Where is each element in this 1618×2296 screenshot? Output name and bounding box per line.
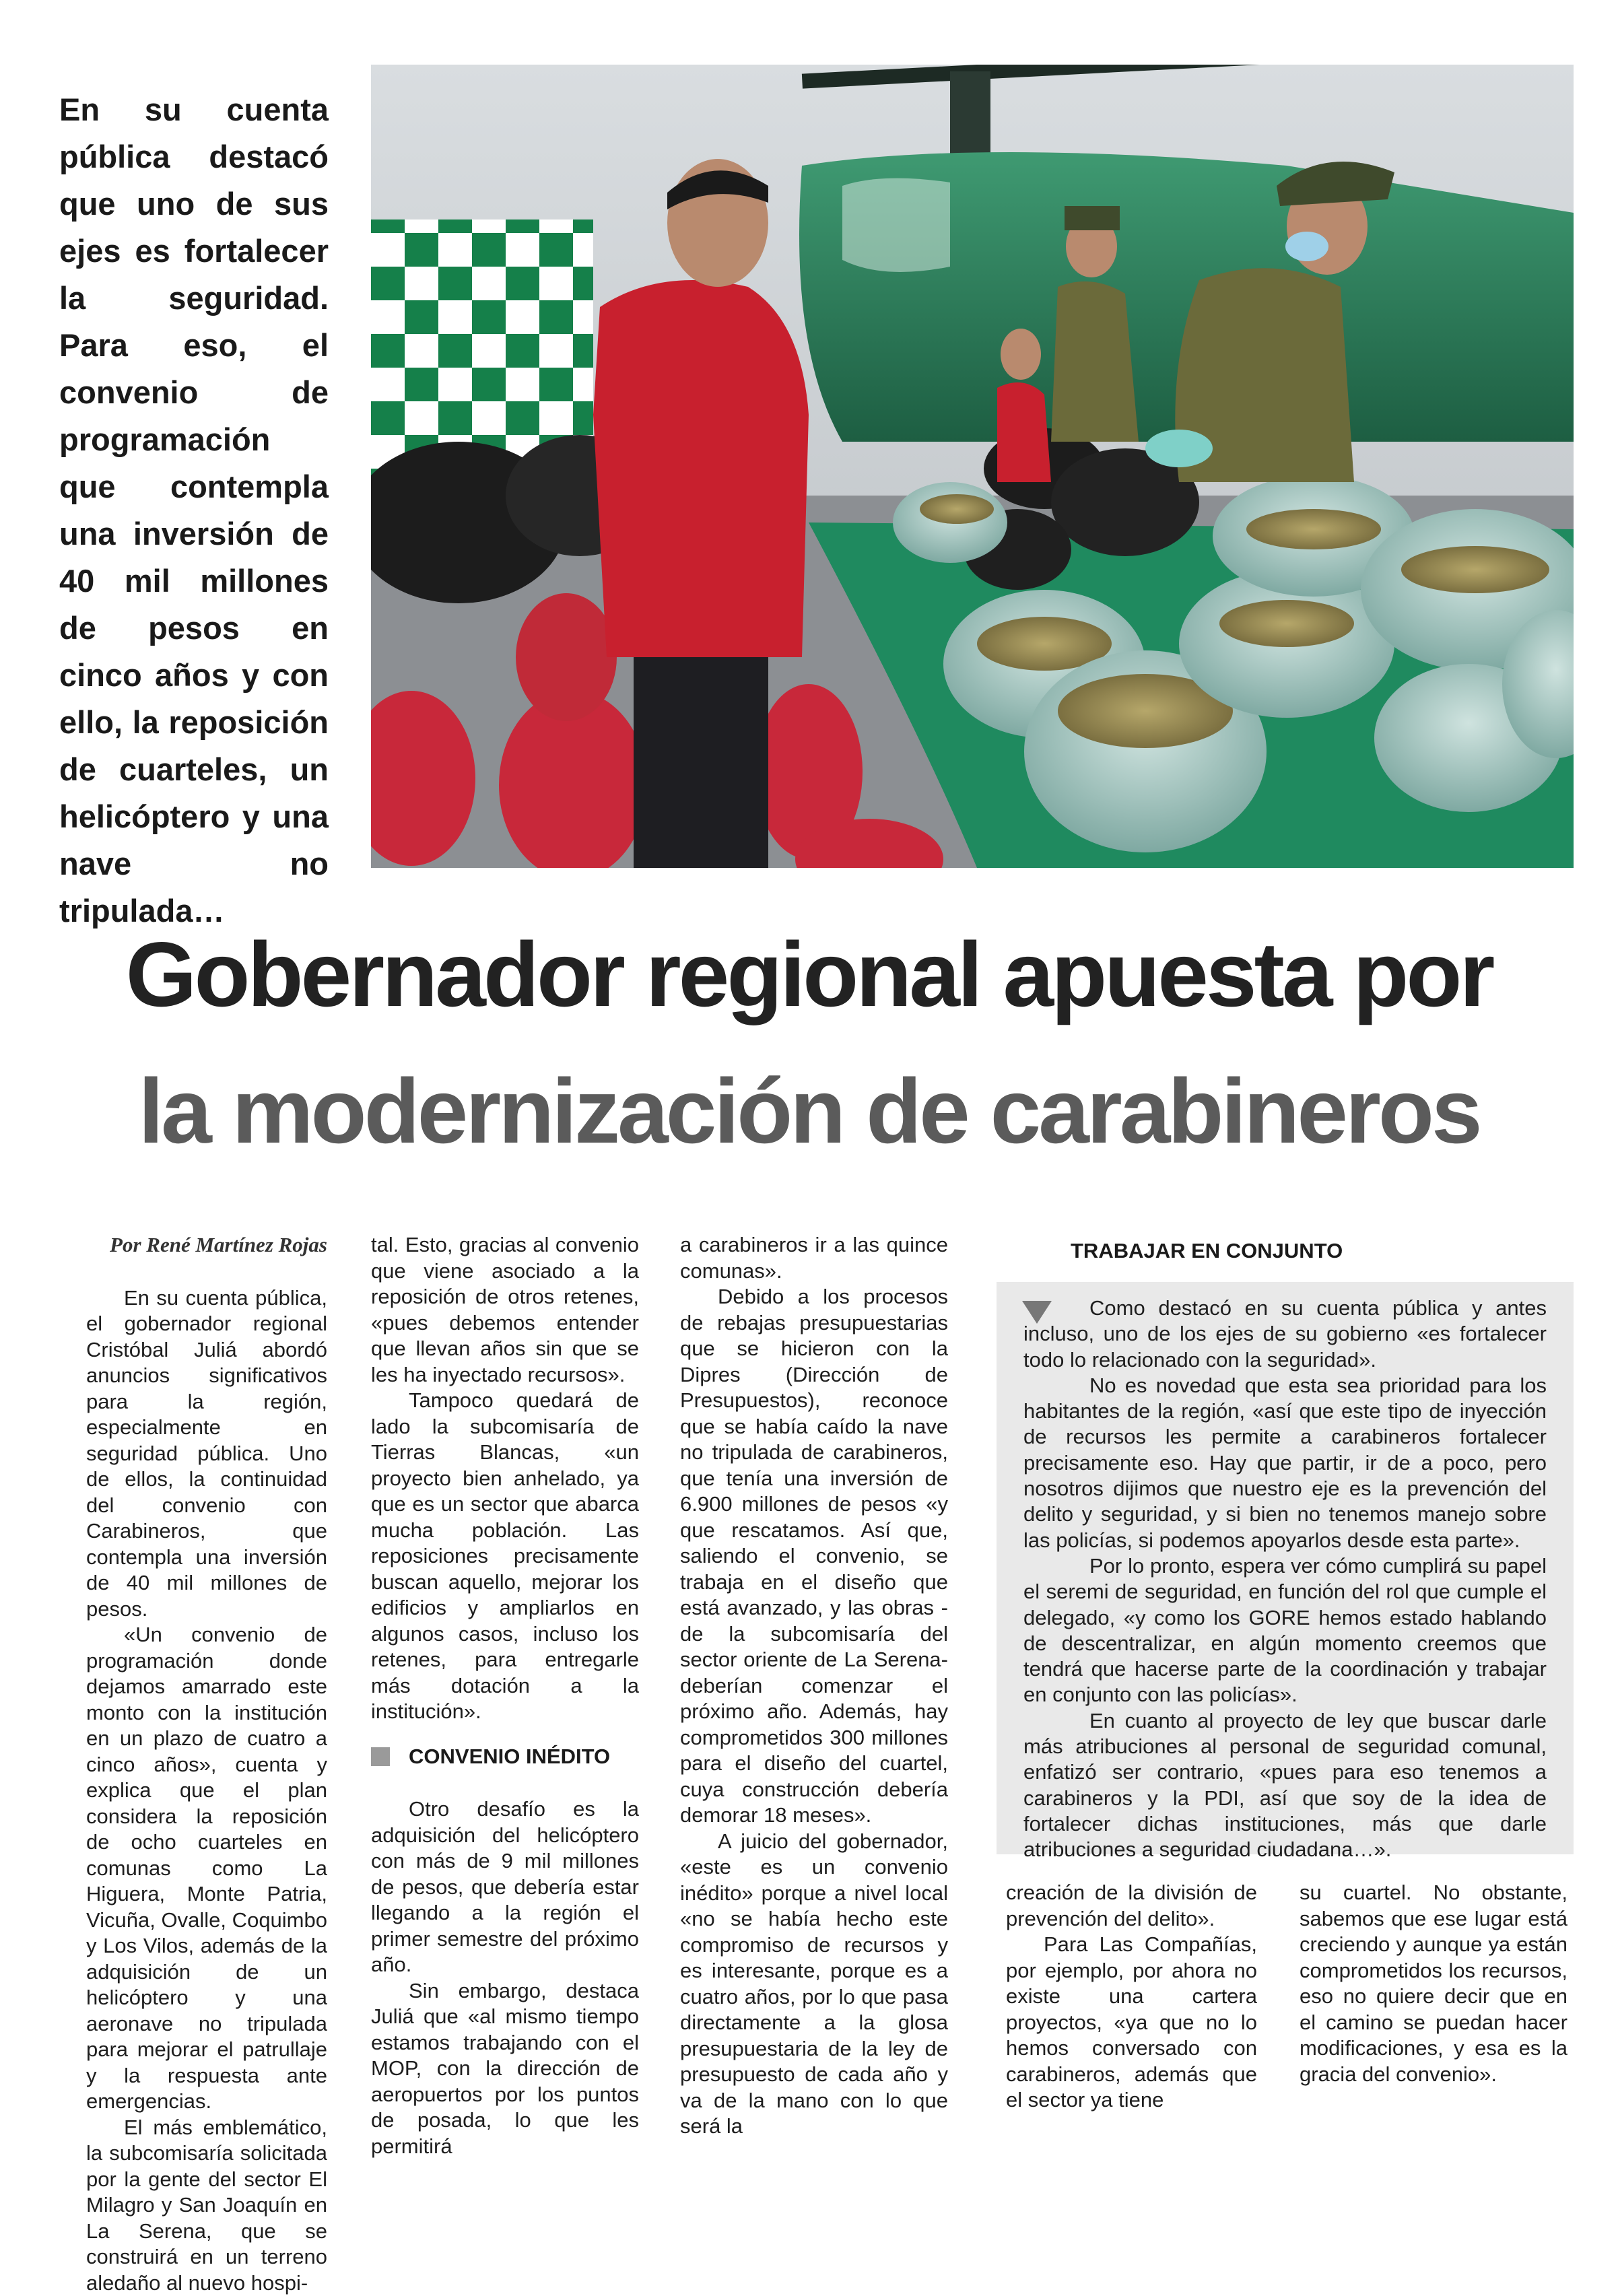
paragraph: En su cuenta pública, el gobernador regional Cristóbal Juliá abordó anuncios significativos para la región, especialmente en seguridad pública. Uno de ellos, la continuidad del convenio con Carabineros, que contempla una inversión de 40 mil millones de pesos. (86, 1285, 327, 1623)
box-paragraph: No es novedad que esta sea prioridad para los habitantes de la región, «así que este tipo de inyección de recursos les permite a carabineros fortalecer precisamente eso. Hay que partir, ir de a poco, pero nosotros dijimos que nuestro eje es la prevención del delito y seguridad, y si bien no tenemos manejo sobre las policías, si podemos apoyarlos desde esta parte». (1023, 1373, 1547, 1553)
paragraph: tal. Esto, gracias al convenio que viene asociado a la reposición de otros retenes, «pues debemos entender que llevan años sin que se les ha inyectado recursos». (371, 1232, 639, 1388)
headline-line-1: Gobernador regional apuesta por (0, 924, 1618, 1025)
sidebar-box (997, 1282, 1574, 1854)
byline: Por René Martínez Rojas (86, 1232, 327, 1258)
paragraph: A juicio del gobernador, «este es un convenio inédito» porque a nivel local «no se había hecho este compromiso de recursos y es interesante, porque es a cuatro años, por lo que pasa directamente a la glosa presupuestaria de la ley de presupuesto de cada año y va de la mano con lo que será la (680, 1829, 948, 2140)
paragraph: «Un convenio de programación donde dejamos amarrado este monto con la institución en un plazo de cuatro a cinco años», cuenta y explica que el plan considera la reposición de ocho cuarteles en comunas como La Higuera, Monte Patria, Vicuña, Ovalle, Coquimbo y Los Vilos, además de la adquisición de un helicóptero y una aeronave no tripulada para mejorar el patrullaje y la respuesta ante emergencias. (86, 1622, 327, 2115)
paragraph: Otro desafío es la adquisición del helicóptero con más de 9 mil millones de pesos, que debería estar llegando a la región el primer semestre del próximo año. (371, 1796, 639, 1978)
headline-line-2: la modernización de carabineros (0, 1060, 1618, 1161)
box-paragraph: Como destacó en su cuenta pública y antes incluso, uno de los ejes de su gobierno «es fortalecer todo lo relacionado con la seguridad». (1023, 1295, 1547, 1373)
column-3 (680, 1232, 948, 2140)
news-photo (371, 65, 1574, 868)
box-paragraph: En cuanto al proyecto de ley que buscar darle más atribuciones al personal de seguridad comunal, enfatizó ser contrario, «pues para eso tenemos a carabineros y la PDI, así que soy de la idea de fortalecer dichas instituciones, más que darle atribuciones a seguridad ciudadana…». (1023, 1708, 1547, 1863)
square-bullet-icon (371, 1747, 390, 1766)
triangle-marker-icon (1022, 1301, 1052, 1324)
photo-illustration (371, 65, 1574, 868)
paragraph: creación de la división de prevención del delito». (1006, 1880, 1257, 1932)
paragraph: Sin embargo, destaca Juliá que «al mismo tiempo estamos trabajando con el MOP, con la dirección de aeropuertos por los puntos de posada, lo que les permitirá (371, 1978, 639, 2160)
paragraph: a carabineros ir a las quince comunas». (680, 1232, 948, 1284)
box-heading: TRABAJAR EN CONJUNTO (1071, 1239, 1343, 1263)
section-heading-convenio (371, 1744, 639, 1770)
column-5 (1300, 1880, 1568, 2087)
lead-text: En su cuenta pública destacó que uno de sus ejes es fortalecer la seguridad. Para eso, el convenio de programación que contempla una inversión de 40 mil millones de pesos en cinco años y con ello, la reposición de cuarteles, un helicóptero y una nave no tripulada… (59, 86, 329, 935)
paragraph: Tampoco quedará de lado la subcomisaría de Tierras Blancas, «un proyecto bien anhelado, ya que es un sector que abarca mucha población. Las reposiciones precisamente buscan aquello, mejorar los edificios y ampliarlos en algunos casos, incluso los retenes, para entregarle más dotación a la institución». (371, 1388, 639, 1725)
paragraph: Debido a los procesos de rebajas presupuestarias que se hicieron con la Dipres (Dirección de Presupuestos), reconoce que se había caído la nave no tripulada de carabineros, que tenía una inversión de 6.900 millones de pesos «y que rescatamos. Así que, saliendo el convenio, se trabaja en el diseño que está avanzado, y las obras - de la subcomisaría del sector oriente de La Serena- deberían comenzar el próximo año. Además, hay comprometidos 300 millones para el diseño del cuartel, cuya construcción debería demorar 18 meses». (680, 1284, 948, 1829)
paragraph: su cuartel. No obstante, sabemos que ese lugar está creciendo y aunque ya están comprometidos los recursos, eso no quiere decir que en el camino se puedan hacer modificaciones, y esa es la gracia del convenio». (1300, 1880, 1568, 2087)
column-1 (86, 1232, 327, 2296)
column-4 (1006, 1880, 1257, 2114)
section-heading-text: CONVENIO INÉDITO (409, 1744, 610, 1770)
paragraph: El más emblemático, la subcomisaría solicitada por la gente del sector El Milagro y San Joaquín en La Serena, que se construirá en un terreno aledaño al nuevo hospi- (86, 2115, 327, 2296)
column-2 (371, 1232, 639, 2159)
paragraph: Para Las Compañías, por ejemplo, por ahora no existe una cartera proyectos, «ya que no lo hemos conversado con carabineros, además que el sector ya tiene (1006, 1932, 1257, 2114)
box-paragraph: Por lo pronto, espera ver cómo cumplirá su papel el seremi de seguridad, en función del rol que cumple el delegado, «y como los GORE hemos estado hablando de descentralizar, en algún momento creemos que tendrá que hacerse parte de la coordinación y trabajar en conjunto con las policías». (1023, 1553, 1547, 1708)
